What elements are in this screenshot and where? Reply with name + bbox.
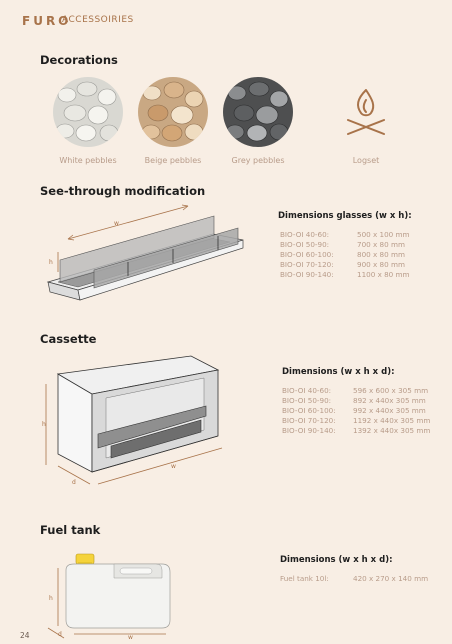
see-through-h-label: h: [49, 259, 53, 266]
logset-icon: [343, 86, 389, 138]
beige-pebbles-image: [138, 77, 208, 147]
decoration-caption-grey: Grey pebbles: [231, 156, 285, 165]
dims-row: BIO-OI 40-60: 500 x 100 mm: [280, 230, 410, 239]
fuel-tank-w-label: w: [128, 634, 133, 640]
cassette-dims-title: Dimensions (w x h x d):: [282, 367, 395, 377]
see-through-w-label: w: [114, 220, 119, 227]
decoration-caption-logset: Logset: [352, 156, 380, 165]
see-through-dims-title: Dimensions glasses (w x h):: [278, 211, 412, 221]
dims-row: BIO-OI 40-60: 596 x 600 x 305 mm: [282, 386, 429, 395]
cassette-diagram: [36, 350, 236, 500]
see-through-diagram: [38, 200, 253, 305]
dims-row: BIO-OI 50-90: 700 x 80 mm: [280, 240, 405, 249]
see-through-title: See-through modification: [40, 184, 206, 198]
dims-row: BIO-OI 50-90: 892 x 440x 305 mm: [282, 396, 426, 405]
grey-pebbles-image: [223, 77, 293, 147]
dims-row: BIO-OI 90-140: 1100 x 80 mm: [280, 270, 410, 279]
decoration-caption-white: White pebbles: [59, 156, 117, 165]
decorations-title: Decorations: [40, 53, 118, 67]
cassette-dims-table: [282, 386, 430, 436]
dims-row: BIO-OI 70-120: 1192 x 440x 305 mm: [282, 416, 431, 425]
fuel-tank-dims-table: [280, 574, 428, 584]
dims-row: BIO-OI 60-100: 992 x 440x 305 mm: [282, 406, 426, 415]
cassette-d-label: d: [72, 479, 76, 486]
white-pebbles-image: [53, 77, 123, 147]
decoration-caption-beige: Beige pebbles: [144, 156, 202, 165]
dims-row: Fuel tank 10l: 420 x 270 x 140 mm: [280, 574, 429, 583]
dims-row: BIO-OI 70-120: 900 x 80 mm: [280, 260, 405, 269]
fuel-tank-dims-title: Dimensions (w x h x d):: [280, 555, 393, 565]
fuel-tank-title: Fuel tank: [40, 523, 101, 537]
cassette-title: Cassette: [40, 332, 97, 346]
cassette-w-label: w: [171, 463, 176, 470]
brand-logo: FURO: [22, 14, 72, 28]
fuel-tank-d-label: d: [58, 631, 62, 638]
fuel-tank-h-label: h: [49, 595, 53, 602]
fuel-tank-diagram: [44, 548, 194, 640]
cassette-h-label: h: [42, 421, 46, 428]
header-section-title: ACCESSOIRIES: [62, 15, 134, 25]
page-number: 24: [20, 631, 30, 640]
see-through-dims-table: [280, 230, 410, 280]
dims-row: BIO-OI 60-100: 800 x 80 mm: [280, 250, 405, 259]
dims-row: BIO-OI 90-140: 1392 x 440x 305 mm: [282, 426, 431, 435]
